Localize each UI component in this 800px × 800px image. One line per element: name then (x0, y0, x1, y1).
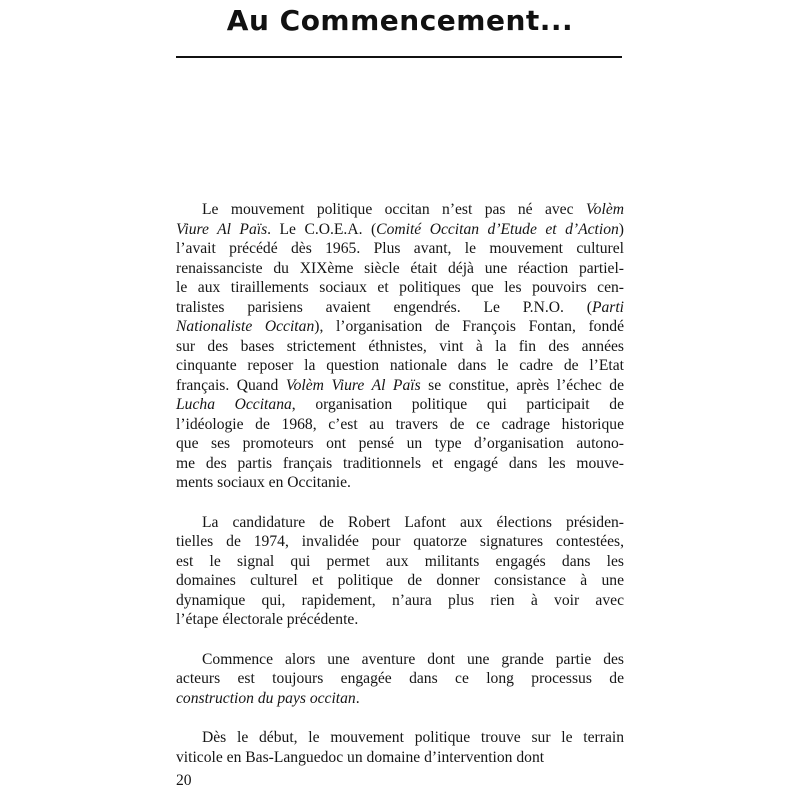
text-line (176, 239, 624, 259)
text-run: dynamique qui, rapidement, n’aura plus rien à voir avec (176, 591, 624, 609)
text-run: l’étape électorale précédente. (176, 611, 359, 628)
text-run: français. Quand (176, 376, 286, 394)
text-run: que ses promoteurs ont pensé un type d’organisation autono- (176, 435, 624, 452)
text-line (176, 591, 624, 611)
text-run: ), l’organisation de François Fontan, fondé (314, 318, 624, 335)
text-run: Le mouvement politique occitan n’est pas né avec (202, 201, 586, 218)
text-run: , organisation politique qui participait de (291, 396, 624, 413)
paragraph (176, 728, 624, 767)
text-line (176, 513, 624, 533)
text-run: . Le C.O.E.A. ( (267, 220, 377, 238)
text-run: . (355, 689, 360, 707)
text-line (176, 454, 624, 474)
text-run: ments sociaux en Occitanie. (176, 474, 351, 491)
text-run: renaissanciste du XIXème siècle était déjà une réaction partiel- (176, 259, 624, 277)
text-run: sur des bases strictement éthnistes, vint à la fin des années (176, 337, 624, 355)
italic-text: Lucha Occitana (176, 396, 292, 413)
text-line (176, 220, 624, 240)
text-line (176, 298, 624, 318)
paragraph (176, 650, 624, 709)
text-run: tralistes parisiens avaient engendrés. Le P.N.O. ( (176, 298, 592, 316)
text-line (176, 395, 624, 415)
italic-text: construction du pays occitan (176, 689, 356, 707)
text-line (176, 356, 624, 376)
title-underline (176, 56, 622, 58)
text-line (176, 532, 624, 552)
paragraph (176, 513, 624, 630)
page-number: 20 (176, 772, 192, 789)
text-line (176, 415, 624, 435)
chapter-title: Au Commencement... (226, 4, 574, 37)
text-run: acteurs est toujours engagée dans ce long processus de (176, 670, 624, 687)
text-line (176, 650, 624, 670)
text-line (176, 278, 624, 298)
text-run: l’avait précédé dès 1965. Plus avant, le mouvement culturel (176, 240, 624, 257)
text-line (176, 200, 624, 220)
text-run: Commence alors une aventure dont une grande partie des (202, 650, 624, 668)
text-run: cinquante reposer la question nationale dans le cadre de l’Etat (176, 357, 624, 374)
text-run: est le signal qui permet aux militants engagés dans les (176, 552, 624, 570)
text-line (176, 473, 624, 493)
paragraph (176, 200, 624, 493)
text-run: viticole en Bas-Languedoc un domaine d’intervention dont (176, 748, 545, 766)
text-line (176, 728, 624, 748)
text-run: le aux tiraillements sociaux et politiques que les pouvoirs cen- (176, 279, 624, 296)
text-run: La candidature de Robert Lafont aux élections présiden- (202, 513, 624, 531)
text-line (176, 552, 624, 572)
text-line (176, 337, 624, 357)
text-run: domaines culturel et politique de donner consistance à une (176, 572, 624, 589)
text-run: Dès le début, le mouvement politique trouve sur le terrain (202, 729, 624, 746)
italic-text: Volèm Viure Al Païs (285, 376, 421, 394)
text-run: se constitue, après l’échec de (420, 376, 624, 394)
text-run: l’idéologie de 1968, c’est au travers de ce cadrage historique (176, 415, 624, 433)
text-line (176, 669, 624, 689)
text-line (176, 689, 624, 709)
text-line (176, 259, 624, 279)
italic-text: Comité Occitan d’Etude et d’Action (376, 220, 619, 238)
text-run: ) (618, 220, 624, 238)
text-line (176, 317, 624, 337)
italic-text: Parti (591, 298, 624, 316)
italic-text: Nationaliste Occitan (176, 318, 315, 335)
text-line (176, 434, 624, 454)
italic-text: Volèm (585, 201, 624, 218)
text-run: tielles de 1974, invalidée pour quatorze signatures contestées, (176, 533, 624, 550)
body-text (176, 200, 624, 787)
text-line (176, 571, 624, 591)
italic-text: Viure Al Païs (176, 220, 268, 238)
text-line (176, 748, 624, 768)
text-line (176, 376, 624, 396)
text-run: me des partis français traditionnels et engagé dans les mouve- (176, 454, 624, 472)
text-line (176, 610, 624, 630)
